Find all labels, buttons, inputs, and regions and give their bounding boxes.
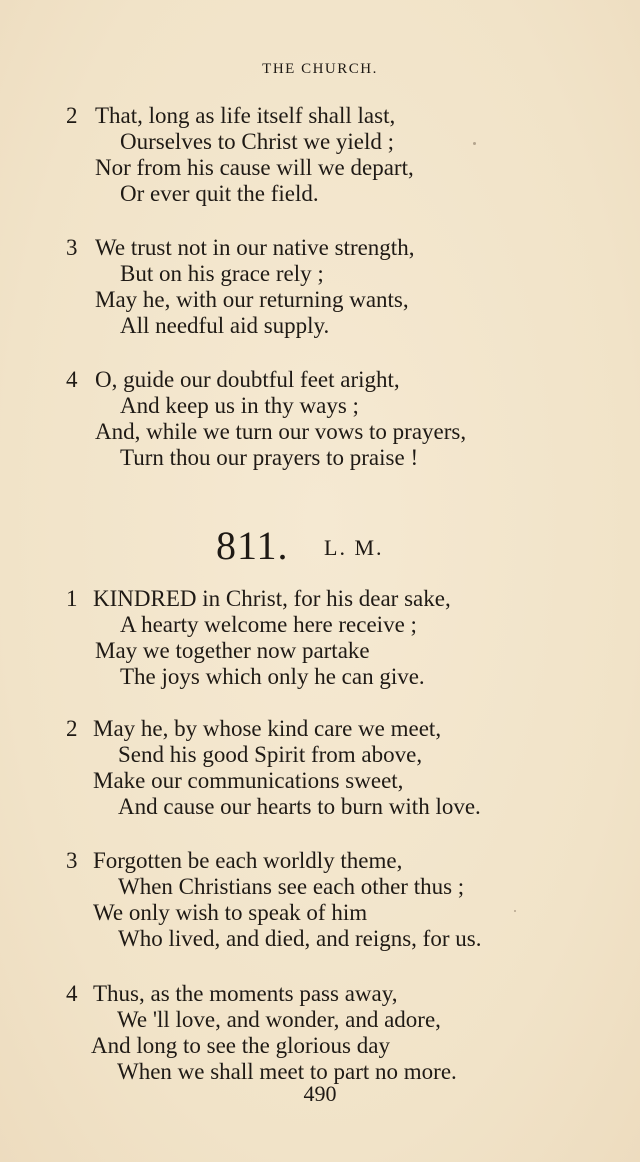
verse-line: May we together now partake bbox=[95, 638, 370, 663]
verse-line: We trust not in our native strength, bbox=[95, 235, 415, 260]
verse-line: When we shall meet to part no more. bbox=[117, 1059, 457, 1084]
verse-line: When Christians see each other thus ; bbox=[118, 874, 465, 899]
ink-speck bbox=[473, 142, 476, 145]
verse-line: All needful aid supply. bbox=[120, 313, 330, 338]
running-head: THE CHURCH. bbox=[262, 61, 378, 77]
verse-line: And, while we turn our vows to prayers, bbox=[95, 419, 467, 444]
verse-line: Who lived, and died, and reigns, for us. bbox=[118, 926, 482, 951]
verse-number: 3 bbox=[66, 235, 78, 260]
ink-speck bbox=[514, 910, 516, 912]
verse-line: Turn thou our prayers to praise ! bbox=[120, 445, 419, 470]
verse-line: Thus, as the moments pass away, bbox=[93, 981, 398, 1006]
hymn-number: 811. bbox=[216, 523, 289, 568]
verse-line: And keep us in thy ways ; bbox=[120, 393, 359, 418]
verse-line: Or ever quit the field. bbox=[120, 181, 319, 206]
verse-line: Nor from his cause will we depart, bbox=[95, 155, 414, 180]
verse-line: A hearty welcome here receive ; bbox=[120, 612, 417, 637]
verse-number: 4 bbox=[66, 367, 78, 392]
verse-line: Ourselves to Christ we yield ; bbox=[120, 129, 395, 154]
hymn-meter: L. M. bbox=[324, 535, 384, 560]
hymn-heading bbox=[0, 522, 640, 572]
verse-line: The joys which only he can give. bbox=[120, 664, 425, 689]
verse-line: May he, with our returning wants, bbox=[95, 287, 409, 312]
verse-line: Send his good Spirit from above, bbox=[118, 742, 423, 767]
verse-line: And cause our hearts to burn with love. bbox=[118, 794, 481, 819]
verse-number: 1 bbox=[66, 586, 78, 611]
verse-line: But on his grace rely ; bbox=[120, 261, 324, 286]
page-number: 490 bbox=[303, 1081, 337, 1106]
verse-line: We only wish to speak of him bbox=[93, 900, 368, 925]
verse-number: 2 bbox=[66, 716, 78, 741]
verse-line: May he, by whose kind care we meet, bbox=[93, 716, 442, 741]
verse-line: Make our communications sweet, bbox=[93, 768, 404, 793]
verse-line: That, long as life itself shall last, bbox=[95, 103, 396, 128]
verse-number: 4 bbox=[66, 981, 78, 1006]
verse-line: We 'll love, and wonder, and adore, bbox=[117, 1007, 441, 1032]
verse-number: 3 bbox=[66, 848, 78, 873]
verse-line: O, guide our doubtful feet aright, bbox=[95, 367, 400, 392]
verse-line: Forgotten be each worldly theme, bbox=[93, 848, 403, 873]
verse-number: 2 bbox=[66, 103, 78, 128]
verse-line: KINDRED in Christ, for his dear sake, bbox=[93, 586, 451, 611]
verse-line: And long to see the glorious day bbox=[91, 1033, 390, 1058]
